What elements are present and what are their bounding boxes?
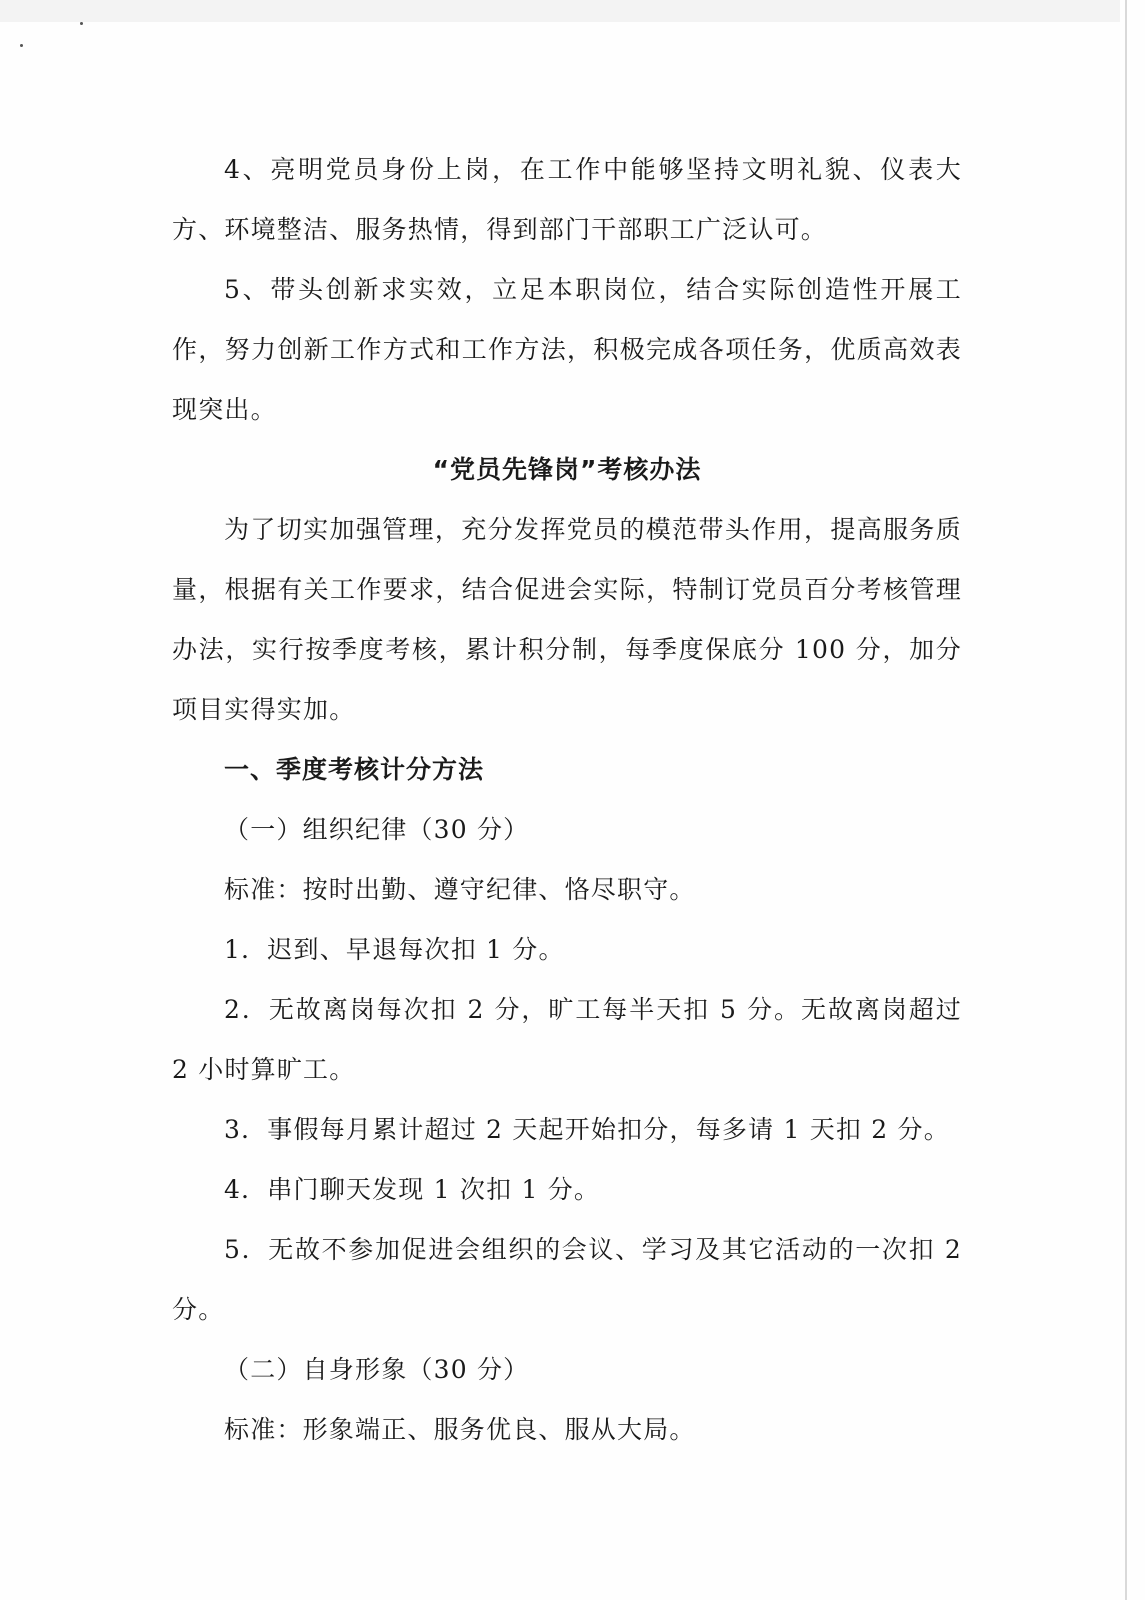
subsection-standard-2: 标准：形象端正、服务优良、服从大局。 (224, 1415, 696, 1444)
scan-top-band (0, 0, 1120, 22)
paragraph-item-4: 4、亮明党员身份上岗，在工作中能够坚持文明礼貌、仪表大方、环境整洁、服务热情，得到部门干部职工广泛认可。 (172, 155, 962, 244)
rule-item: 2．无故离岗每次扣 2 分，旷工每半天扣 5 分。无故离岗超过 2 小时算旷工。 (172, 995, 962, 1084)
rule-item: 3．事假每月累计超过 2 天起开始扣分，每多请 1 天扣 2 分。 (224, 1115, 950, 1144)
scan-speck (20, 44, 23, 47)
document-title: “党员先锋岗”考核办法 (432, 455, 702, 484)
section-heading-1: 一、季度考核计分方法 (224, 755, 485, 784)
scan-speck (80, 22, 83, 25)
scan-right-edge (1125, 0, 1127, 1600)
document-body (172, 140, 962, 1460)
intro-paragraph: 为了切实加强管理，充分发挥党员的模范带头作用，提高服务质量，根据有关工作要求，结合促进会实际，特制订党员百分考核管理办法，实行按季度考核，累计积分制，每季度保底分 100 分，加分项目实得实加。 (172, 515, 962, 724)
subsection-standard-1: 标准：按时出勤、遵守纪律、恪尽职守。 (224, 875, 696, 904)
rule-item: 5．无故不参加促进会组织的会议、学习及其它活动的一次扣 2 分。 (172, 1235, 962, 1324)
paragraph-item-5: 5、带头创新求实效，立足本职岗位，结合实际创造性开展工作，努力创新工作方式和工作方法，积极完成各项任务，优质高效表现突出。 (172, 275, 962, 424)
rule-item: 4．串门聊天发现 1 次扣 1 分。 (224, 1175, 601, 1204)
subsection-heading-2: （二）自身形象（30 分） (224, 1355, 530, 1384)
subsection-heading-1: （一）组织纪律（30 分） (224, 815, 530, 844)
rule-item: 1．迟到、早退每次扣 1 分。 (224, 935, 565, 964)
